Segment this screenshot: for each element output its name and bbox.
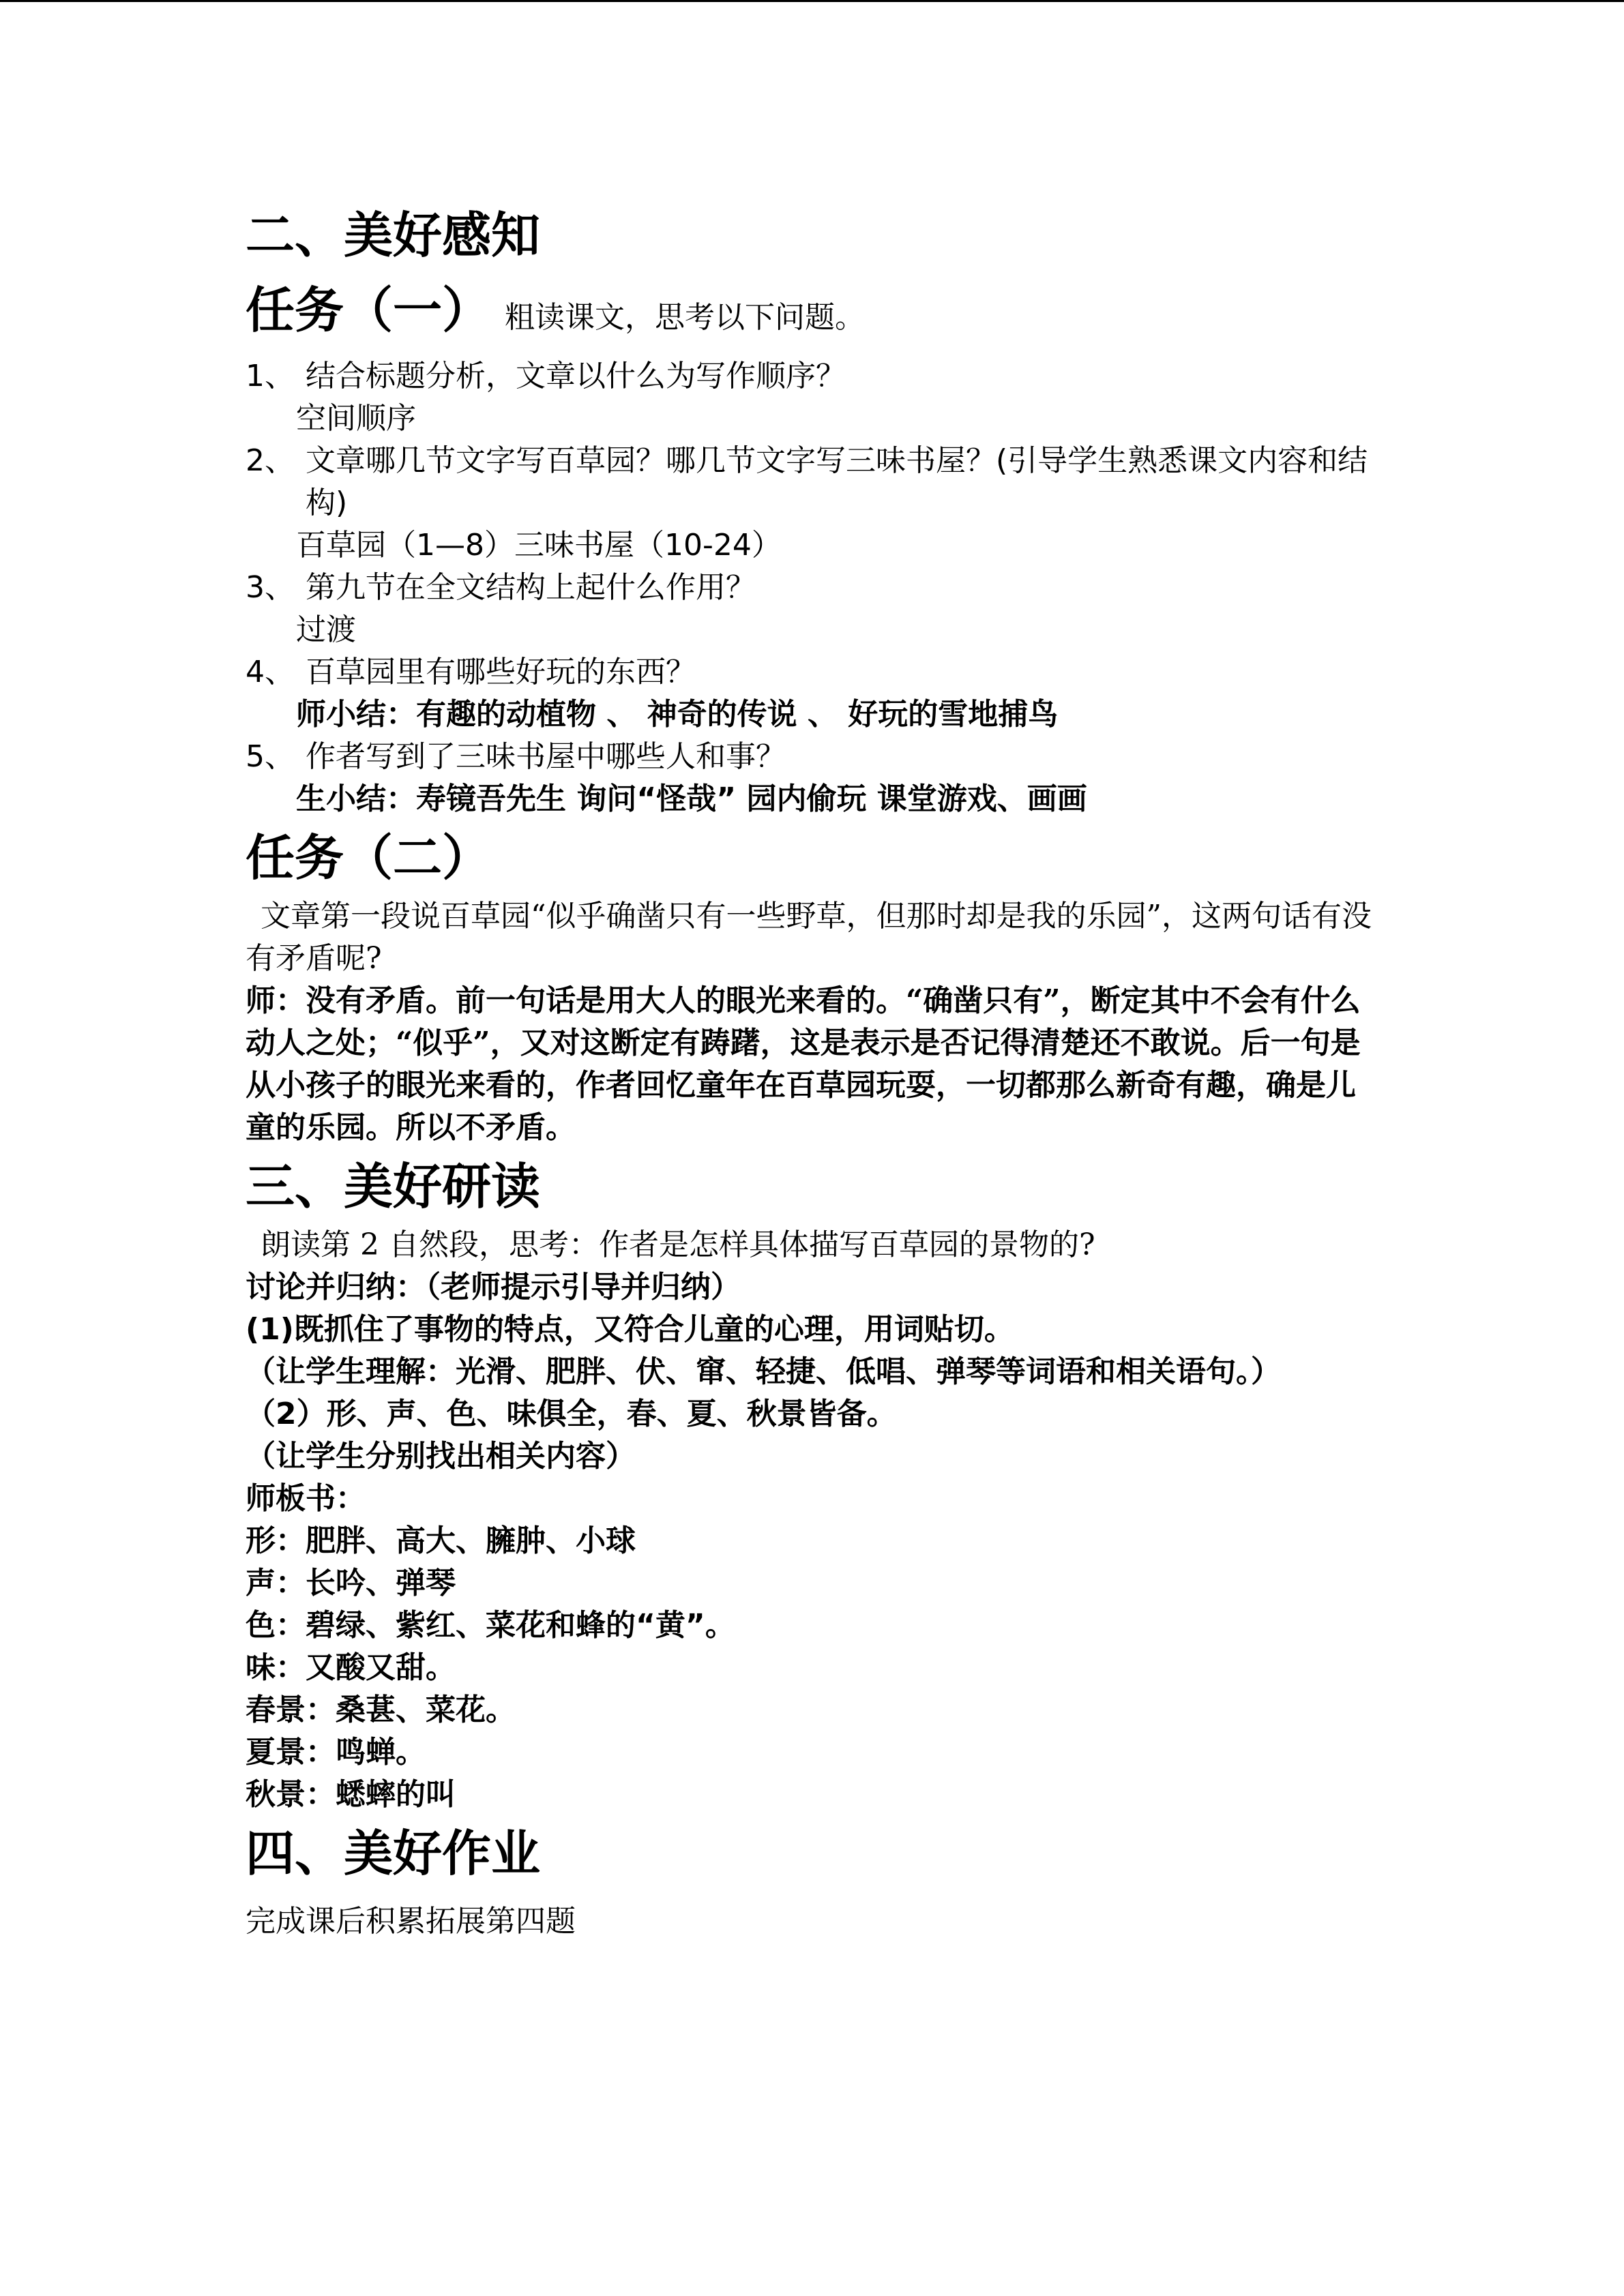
note-line: 讨论并归纳：（老师提示引导并归纳） xyxy=(246,1270,741,1304)
note-line: (1)既抓住了事物的特点，又符合儿童的心理，用词贴切。 xyxy=(246,1312,1014,1347)
section-3-notes xyxy=(246,1266,1378,1816)
question-number: 3、 xyxy=(246,570,295,605)
note-line: （2）形、声、色、味俱全，春、夏、秋景皆备。 xyxy=(246,1397,897,1431)
question-answer: 师小结：有趣的动植物 、 神奇的传说 、 好玩的雪地捕鸟 xyxy=(296,697,1059,732)
task-1-heading: 任务（一） xyxy=(246,281,492,339)
question-item xyxy=(246,355,1378,440)
task-2-question: 文章第一段说百草园“似乎确凿只有一些野草，但那时却是我的乐园”，这两句话有没有矛盾呢? xyxy=(246,899,1372,976)
note-line: （让学生理解：光滑、肥胖、伏、窜、轻捷、低唱、弹琴等词语和相关语句。） xyxy=(246,1354,1281,1389)
question-text: 作者写到了三味书屋中哪些人和事？ xyxy=(306,739,786,774)
question-text: 第九节在全文结构上起什么作用？ xyxy=(306,570,756,605)
note-line: 师板书： xyxy=(246,1481,366,1516)
question-number: 4、 xyxy=(246,655,295,689)
task-1-heading-row xyxy=(246,273,1378,355)
task-1-question-list xyxy=(246,355,1378,820)
section-4-text: 完成课后积累拓展第四题 xyxy=(246,1904,576,1939)
note-line: 形：肥胖、高大、臃肿、小球 xyxy=(246,1523,636,1558)
question-item xyxy=(246,567,1378,651)
task-2-answer: 师：没有矛盾。前一句话是用大人的眼光来看的。“确凿只有”，断定其中不会有什么动人之处；“似乎”，又对这断定有踌躇，这是表示是否记得清楚还不敢说。后一句是从小孩子的眼光来看的，作者回忆童年在百草园玩耍，一切都那么新奇有趣，确是儿童的乐园。所以不矛盾。 xyxy=(246,983,1361,1145)
task-1-note: 粗读课文，思考以下问题。 xyxy=(505,300,866,335)
question-answer: 百草园（1—8）三味书屋（10-24） xyxy=(296,528,782,563)
section-2-title: 二、美好感知 xyxy=(246,206,541,264)
note-line: 味：又酸又甜。 xyxy=(246,1650,456,1685)
section-3-title: 三、美好研读 xyxy=(246,1157,541,1215)
question-number: 1、 xyxy=(246,359,295,393)
question-text: 百草园里有哪些好玩的东西？ xyxy=(306,655,696,689)
question-text: 结合标题分析，文章以什么为写作顺序？ xyxy=(306,359,846,393)
note-line: 夏景：鸣蝉。 xyxy=(246,1735,426,1770)
top-border-line xyxy=(0,0,1624,2)
question-item xyxy=(246,736,1378,820)
question-item xyxy=(246,440,1378,567)
note-line: 春景：桑葚、菜花。 xyxy=(246,1693,516,1727)
question-text: 文章哪几节文字写百草园？哪几节文字写三味书屋？(引导学生熟悉课文内容和结构) xyxy=(306,443,1368,520)
question-number: 5、 xyxy=(246,739,295,774)
note-line: 色：碧绿、紫红、菜花和蜂的“黄”。 xyxy=(246,1608,735,1643)
question-answer: 过渡 xyxy=(296,612,356,647)
question-item xyxy=(246,651,1378,736)
document-page xyxy=(246,205,1378,1943)
note-line: 秋景：蟋蟀的叫 xyxy=(246,1777,456,1812)
question-number: 2、 xyxy=(246,443,295,478)
question-answer: 空间顺序 xyxy=(296,401,416,436)
section-3-prompt: 朗读第 2 自然段，思考：作者是怎样具体描写百草园的景物的? xyxy=(261,1227,1095,1262)
question-answer: 生小结：寿镜吾先生 询问“怪哉” 园内偷玩 课堂游戏、画画 xyxy=(296,781,1087,816)
section-4-title: 四、美好作业 xyxy=(246,1824,541,1882)
note-line: （让学生分别找出相关内容） xyxy=(246,1439,636,1474)
note-line: 声：长吟、弹琴 xyxy=(246,1566,456,1600)
task-2-heading: 任务（二） xyxy=(246,829,492,886)
